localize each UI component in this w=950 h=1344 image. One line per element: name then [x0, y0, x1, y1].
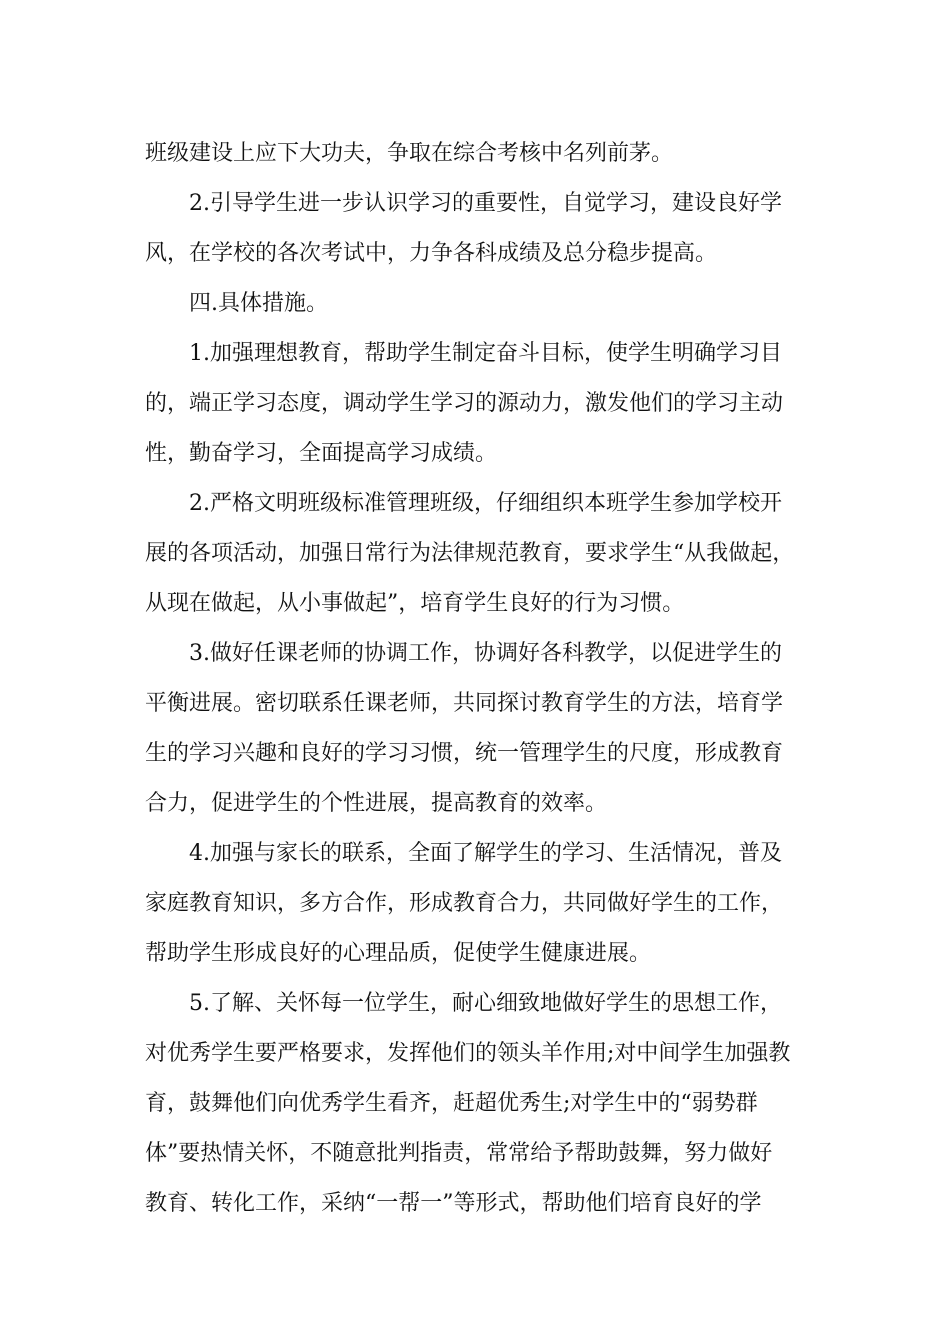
- text-line: 4.加强与家长的联系，全面了解学生的学习、生活情况，普及: [189, 841, 782, 866]
- text-line: 5.了解、关怀每一位学生，耐心细致地做好学生的思想工作，: [189, 991, 782, 1016]
- text-line: 班级建设上应下大功夫，争取在综合考核中名列前茅。: [145, 141, 674, 166]
- text-line: 对优秀学生要严格要求，发挥他们的领头羊作用;对中间学生加强教: [145, 1041, 791, 1066]
- text-line: 生的学习兴趣和良好的学习习惯，统一管理学生的尺度，形成教育: [145, 741, 784, 766]
- text-line: 家庭教育知识，多方合作，形成教育合力，共同做好学生的工作，: [145, 891, 784, 916]
- text-line: 性，勤奋学习，全面提高学习成绩。: [145, 441, 498, 466]
- text-line: 2.引导学生进一步认识学习的重要性，自觉学习，建设良好学: [189, 191, 782, 216]
- text-line: 1.加强理想教育，帮助学生制定奋斗目标，使学生明确学习目: [189, 341, 782, 366]
- text-line: 的，端正学习态度，调动学生学习的源动力，激发他们的学习主动: [145, 391, 784, 416]
- text-line: 合力，促进学生的个性进展，提高教育的效率。: [145, 791, 608, 816]
- text-line: 育，鼓舞他们向优秀学生看齐，赶超优秀生;对学生中的“弱势群: [145, 1091, 758, 1116]
- text-line: 教育、转化工作，采纳“一帮一”等形式，帮助他们培育良好的学: [145, 1191, 762, 1216]
- section-heading: 四.具体措施。: [189, 291, 328, 316]
- text-line: 展的各项活动，加强日常行为法律规范教育，要求学生“从我做起，: [145, 541, 795, 566]
- text-line: 2.严格文明班级标准管理班级，仔细组织本班学生参加学校开: [189, 491, 782, 516]
- text-line: 体”要热情关怀，不随意批判指责，常常给予帮助鼓舞，努力做好: [145, 1141, 773, 1166]
- text-line: 平衡进展。密切联系任课老师，共同探讨教育学生的方法，培育学: [145, 691, 784, 716]
- text-line: 从现在做起，从小事做起”，培育学生良好的行为习惯。: [145, 591, 685, 616]
- text-line: 3.做好任课老师的协调工作，协调好各科教学，以促进学生的: [189, 641, 782, 666]
- text-line: 帮助学生形成良好的心理品质，促使学生健康进展。: [145, 941, 652, 966]
- document-body: [145, 129, 835, 1229]
- text-line: 风，在学校的各次考试中，力争各科成绩及总分稳步提高。: [145, 241, 718, 266]
